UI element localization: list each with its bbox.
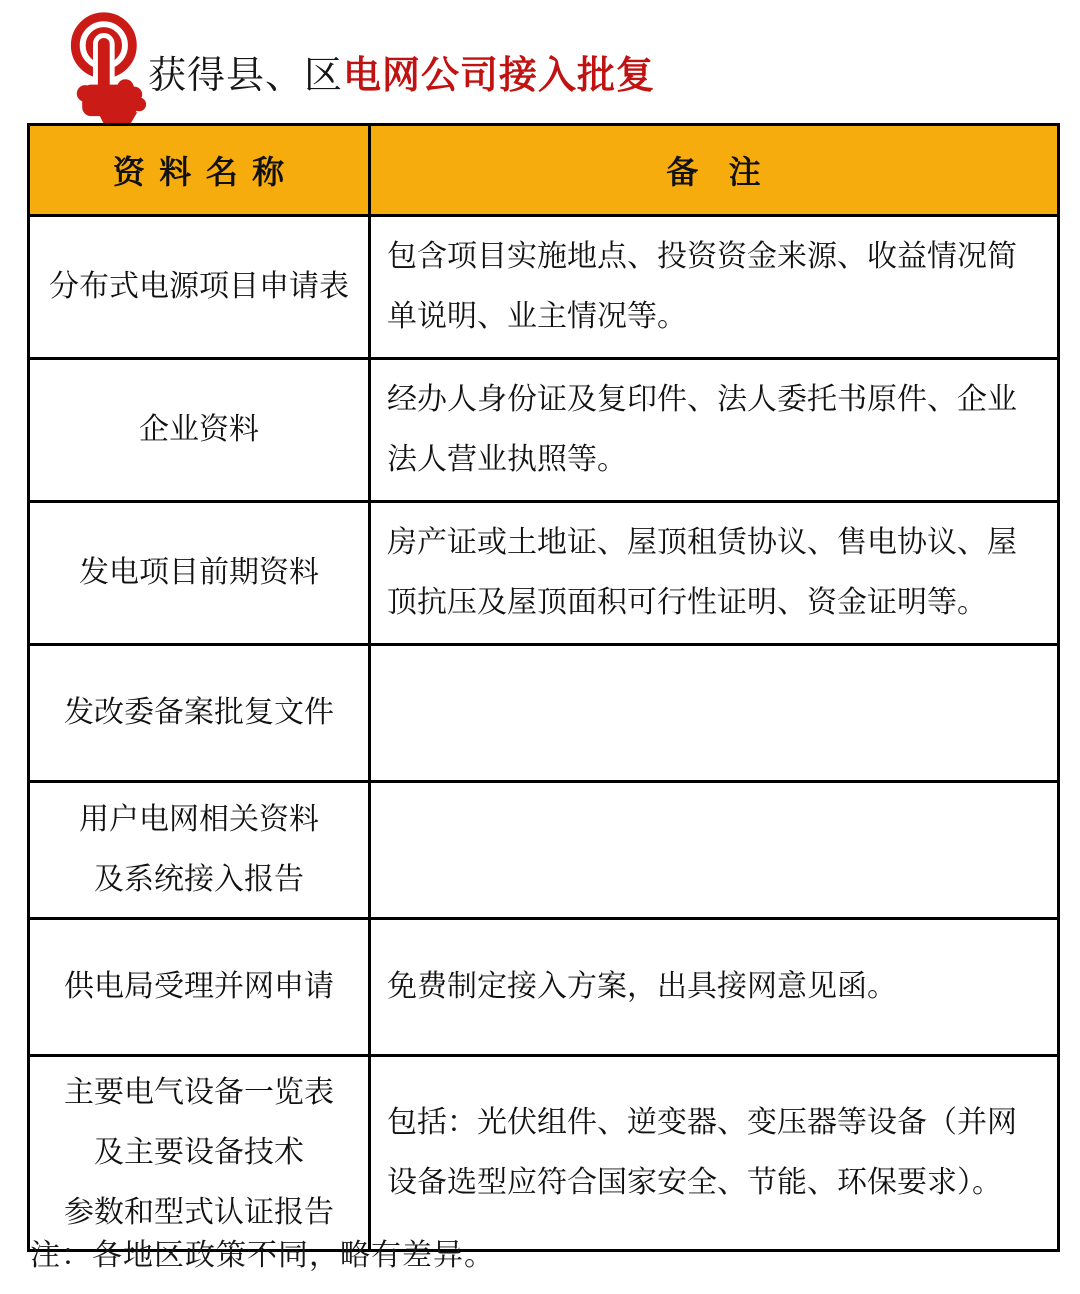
material-name-cell: 主要电气设备一览表 及主要设备技术 参数和型式认证报告 (29, 1056, 370, 1251)
material-name-cell: 发电项目前期资料 (29, 502, 370, 645)
table-row (29, 359, 1059, 502)
note-cell: 免费制定接入方案，出具接网意见函。 (370, 919, 1059, 1056)
material-name-cell: 用户电网相关资料 及系统接入报告 (29, 782, 370, 919)
table-row (29, 645, 1059, 782)
note-cell: 包含项目实施地点、投资资金来源、收益情况简单说明、业主情况等。 (370, 216, 1059, 359)
material-name-cell: 分布式电源项目申请表 (29, 216, 370, 359)
materials-table (27, 123, 1060, 1252)
column-header-material-name: 资料名称 (29, 125, 370, 216)
table-row (29, 216, 1059, 359)
note-cell: 房产证或土地证、屋顶租赁协议、售电协议、屋顶抗压及屋顶面积可行性证明、资金证明等。 (370, 502, 1059, 645)
table-row (29, 782, 1059, 919)
column-header-remarks: 备注 (370, 125, 1059, 216)
table-row (29, 1056, 1059, 1251)
note-cell: 包括：光伏组件、逆变器、变压器等设备（并网设备选型应符合国家安全、节能、环保要求）。 (370, 1056, 1059, 1251)
page-title-prefix: 获得县、区 (148, 55, 344, 97)
material-name-cell: 供电局受理并网申请 (29, 919, 370, 1056)
note-cell (370, 645, 1059, 782)
footer-note: 注：各地区政策不同，略有差异。 (30, 1239, 495, 1272)
table-row (29, 502, 1059, 645)
tap-click-icon (38, 6, 148, 124)
note-cell (370, 782, 1059, 919)
table-header-row (29, 125, 1059, 216)
material-name-cell: 发改委备案批复文件 (29, 645, 370, 782)
page-title (148, 56, 655, 98)
page-title-emphasis: 电网公司接入批复 (343, 55, 656, 97)
material-name-cell: 企业资料 (29, 359, 370, 502)
table-row (29, 919, 1059, 1056)
note-cell: 经办人身份证及复印件、法人委托书原件、企业法人营业执照等。 (370, 359, 1059, 502)
